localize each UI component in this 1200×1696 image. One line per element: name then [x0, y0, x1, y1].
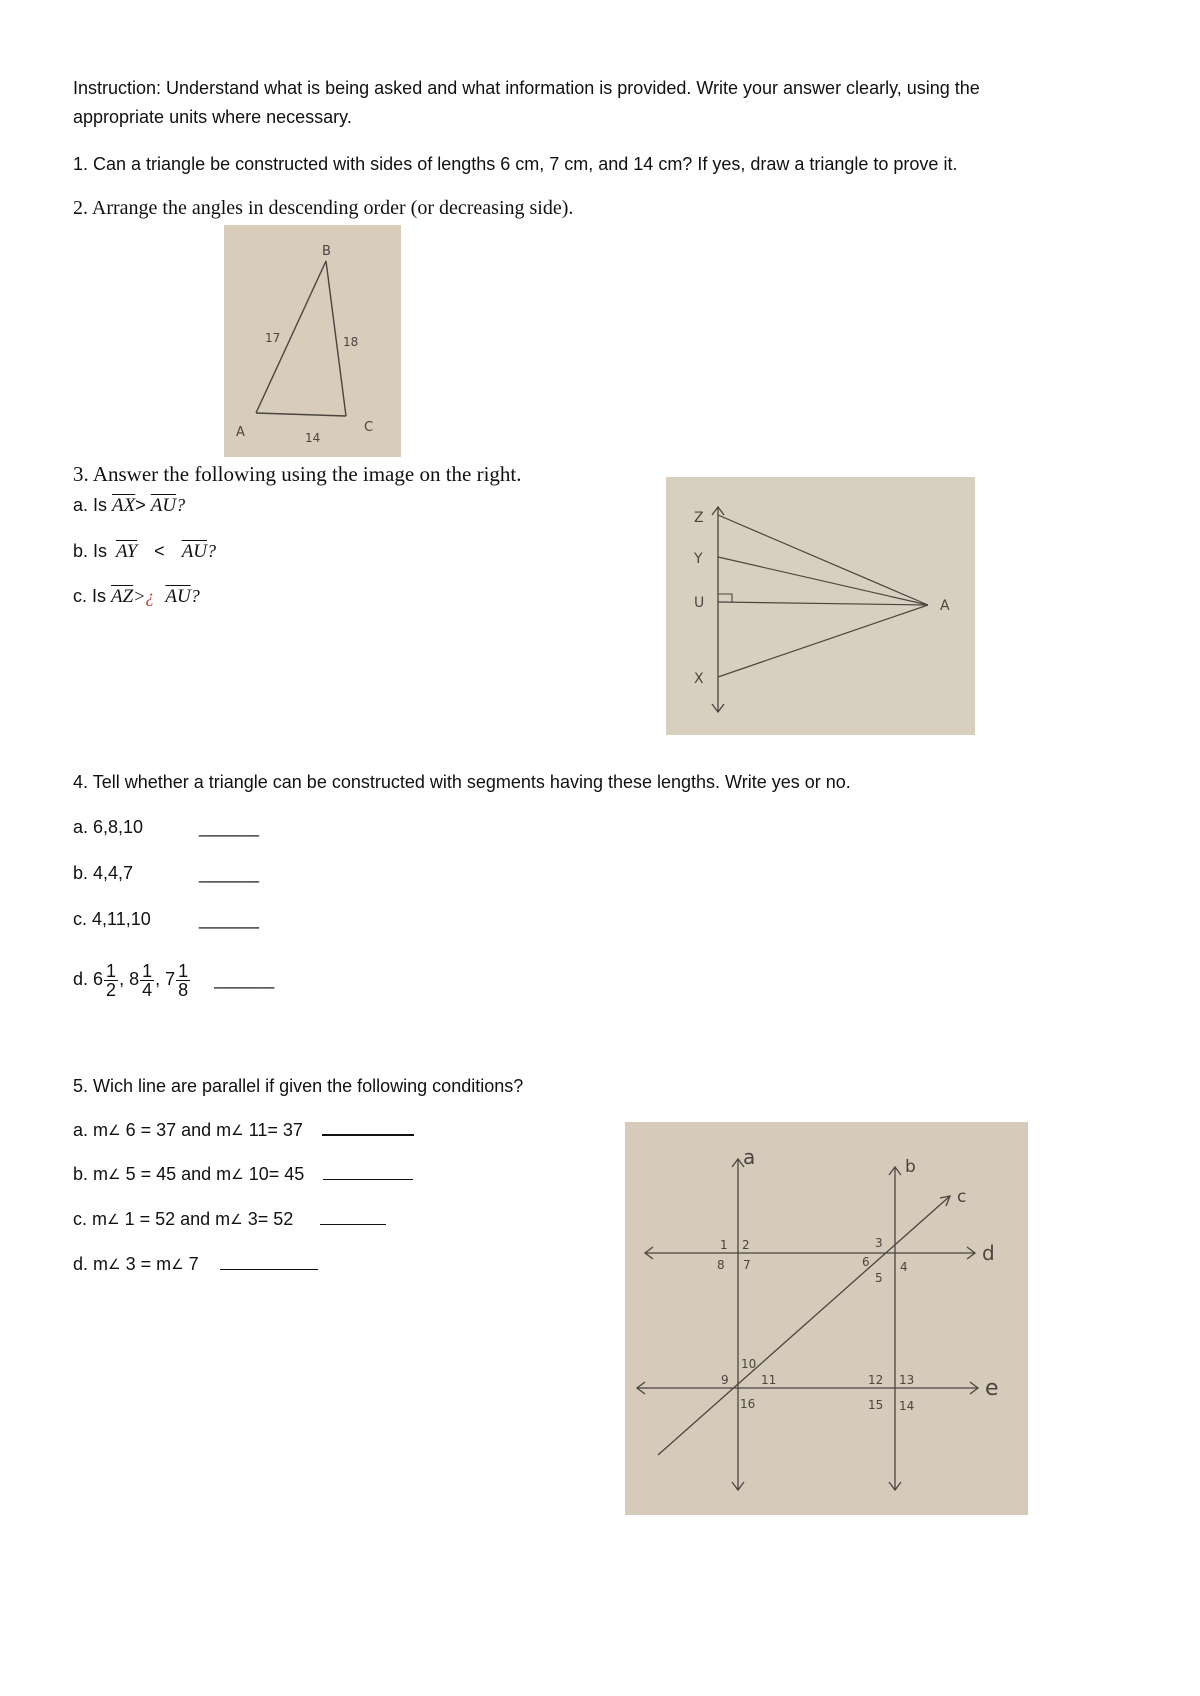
angle-icon: ∠	[171, 1256, 184, 1272]
angle-1-label: 1	[720, 1238, 728, 1252]
q3c-prefix: c. Is	[73, 586, 107, 606]
q3a-prefix: a. Is	[73, 495, 108, 515]
q5d-text-2: 7	[183, 1254, 199, 1274]
q5-item-a	[73, 1118, 414, 1143]
question-1: 1. Can a triangle be constructed with sides of lengths 6 cm, 7 cm, and 14 cm? If yes, draw a triangle to prove it.	[73, 154, 958, 174]
q5a-answer-blank[interactable]	[322, 1120, 414, 1136]
q5d-text: 3 = m	[120, 1254, 172, 1274]
q5-item-c	[73, 1207, 386, 1232]
q4d-sep-1: ,	[119, 969, 125, 989]
q5a-prefix: a. m	[73, 1120, 109, 1140]
q3c-segment-2: $\overline{AU}$	[165, 586, 191, 607]
angle-12-label: 12	[868, 1373, 884, 1387]
q5-item-d	[73, 1252, 318, 1277]
q4d-denominator-2: 4	[142, 979, 153, 1000]
q3a-segment-1: $\overline{AX}$	[112, 495, 136, 516]
q4c-label: c. 4,11,10	[73, 909, 151, 929]
instruction-line-1: Instruction: Understand what is being asked and what information is provided. Write your answer clearly, using the	[73, 78, 980, 98]
side-ab-label: 17	[265, 331, 281, 345]
angle-icon: ∠	[108, 1256, 121, 1272]
triangle-abc-photo	[224, 225, 401, 457]
point-y-label: Y	[694, 551, 703, 567]
question-3: 3. Answer the following using the image on the right.	[73, 462, 522, 486]
q5d-answer-blank[interactable]	[220, 1255, 318, 1270]
parallel-lines-photo	[625, 1122, 1028, 1515]
angle-icon: ∠	[231, 1166, 244, 1182]
point-z-label: Z	[694, 510, 704, 526]
q4d-whole-2: 8	[129, 969, 140, 989]
instruction-line-2: appropriate units where necessary.	[73, 107, 352, 127]
point-x-label: X	[694, 671, 704, 687]
side-ac-label: 14	[305, 431, 321, 445]
line-c-label: c	[957, 1187, 967, 1207]
angle-icon: ∠	[107, 1211, 120, 1227]
q4d-fraction-2	[140, 962, 154, 999]
q4d-denominator-1: 2	[106, 979, 117, 1000]
q4-item-d	[73, 954, 274, 1004]
q3b-segment-2: $\overline{AU}$	[181, 541, 208, 562]
q3c-glitch: ¿	[145, 586, 155, 606]
q5c-text: 1 = 52 and m	[119, 1209, 231, 1229]
vertex-a-label: A	[236, 425, 245, 440]
q4d-whole-1: 6	[93, 969, 104, 989]
q4b-answer-blank[interactable]: ______	[199, 863, 260, 883]
q5c-text-2: 3= 52	[242, 1209, 294, 1229]
question-2: 2. Arrange the angles in descending order (or decreasing side).	[73, 197, 574, 219]
q4d-numerator-1: 1	[106, 960, 117, 981]
q3b-end: ?	[207, 541, 217, 561]
q4d-fraction-3	[176, 962, 190, 999]
angle-15-label: 15	[868, 1398, 884, 1412]
q4a-answer-blank[interactable]: ______	[199, 817, 260, 837]
q4d-numerator-2: 1	[142, 960, 153, 981]
q4d-fraction-1	[104, 962, 118, 999]
q4-item-c	[73, 907, 259, 931]
angle-8-label: 8	[717, 1258, 725, 1272]
q5c-answer-blank[interactable]	[320, 1210, 386, 1225]
q4-item-b	[73, 861, 259, 885]
q4b-label: b. 4,4,7	[73, 863, 134, 883]
angle-7-label: 7	[743, 1258, 751, 1272]
q4-item-a	[73, 815, 259, 839]
point-a-label: A	[940, 598, 950, 614]
angle-3-label: 3	[875, 1236, 883, 1250]
q5b-text: 5 = 45 and m	[120, 1164, 232, 1184]
q3c-end: ?	[190, 586, 200, 606]
q3b-segment-1: $\overline{AY}$	[116, 541, 138, 562]
q3a-operator: >	[135, 495, 146, 515]
angle-9-label: 9	[721, 1373, 729, 1387]
line-d-label: d	[982, 1241, 995, 1265]
q4d-denominator-3: 8	[178, 979, 189, 1000]
question-4: 4. Tell whether a triangle can be constructed with segments having these lengths. Write yes or no.	[73, 772, 851, 792]
angle-4-label: 4	[900, 1260, 908, 1274]
q5b-text-2: 10= 45	[243, 1164, 305, 1184]
angle-icon: ∠	[108, 1166, 121, 1182]
q5-item-b	[73, 1162, 413, 1187]
angle-14-label: 14	[899, 1399, 915, 1413]
q5c-prefix: c. m	[73, 1209, 107, 1229]
angle-13-label: 13	[899, 1373, 915, 1387]
question-3a	[73, 493, 185, 518]
question-3b	[73, 539, 216, 564]
q3b-prefix: b. Is	[73, 541, 108, 561]
line-a-label: a	[743, 1145, 756, 1169]
q5a-text: 6 = 37 and m	[120, 1120, 232, 1140]
q4c-answer-blank[interactable]: ______	[199, 909, 260, 929]
line-b-label: b	[905, 1157, 916, 1177]
angle-icon: ∠	[231, 1122, 244, 1138]
q3a-end: ?	[176, 495, 186, 515]
question-5: 5. Wich line are parallel if given the following conditions?	[73, 1076, 524, 1096]
vertex-c-label: C	[364, 420, 374, 435]
q5b-prefix: b. m	[73, 1164, 109, 1184]
angle-icon: ∠	[108, 1122, 121, 1138]
angle-11-label: 11	[761, 1373, 777, 1387]
angle-10-label: 10	[741, 1357, 757, 1371]
line-e-label: e	[985, 1376, 999, 1401]
segments-from-a-photo	[666, 477, 975, 735]
q3a-segment-2: $\overline{AU}$	[150, 495, 177, 516]
q4a-label: a. 6,8,10	[73, 817, 144, 837]
vertex-b-label: B	[322, 244, 331, 259]
q5b-answer-blank[interactable]	[323, 1165, 413, 1180]
q5a-text-2: 11= 37	[243, 1120, 303, 1140]
q5d-prefix: d. m	[73, 1254, 109, 1274]
q4d-prefix: d.	[73, 969, 89, 989]
angle-5-label: 5	[875, 1271, 883, 1285]
point-u-label: U	[694, 595, 705, 611]
angle-icon: ∠	[230, 1211, 243, 1227]
angle-16-label: 16	[740, 1397, 756, 1411]
q4d-sep-2: ,	[155, 969, 161, 989]
q3c-operator: >	[133, 586, 146, 606]
angle-2-label: 2	[742, 1238, 750, 1252]
angle-6-label: 6	[862, 1255, 870, 1269]
q4d-answer-blank[interactable]: ______	[214, 969, 275, 989]
q3b-operator: <	[154, 541, 165, 561]
q4d-whole-3: 7	[165, 969, 176, 989]
question-3c	[73, 584, 200, 609]
q4d-numerator-3: 1	[178, 960, 189, 981]
q3c-segment-1: $\overline{AZ}$	[111, 586, 134, 607]
side-bc-label: 18	[343, 335, 359, 349]
